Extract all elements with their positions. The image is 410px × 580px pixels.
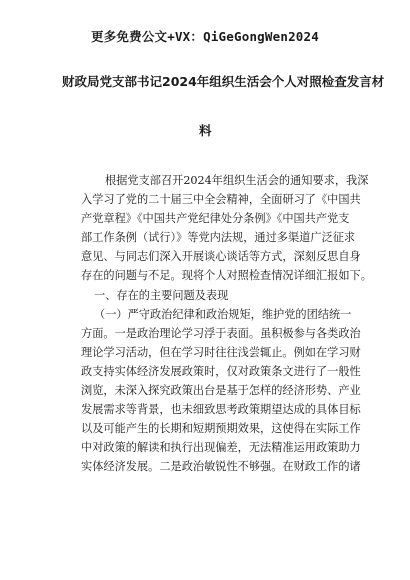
body-line: 以及可能产生的长期和短期预期效果，这使得在实际工作 <box>81 422 361 436</box>
body-line: 浏览，未深入探究政策出台是基于怎样的经济形势、产业 <box>81 384 361 398</box>
body-line: 根据党支部召开2024年组织生活会的通知要求，我深 <box>105 174 369 187</box>
body-line: 政支持实体经济发展政策时，仅对政策条文进行了一般性 <box>81 364 361 378</box>
body-line: 发展需求等背景，也未细致思考政策期望达成的具体目标 <box>81 403 361 417</box>
body-line: 入学习了党的二十届三中全会精神，全面研习了《中国共 <box>81 193 361 207</box>
watermark-header: 更多免费公文+VX：QiGeGongWen2024 <box>91 29 319 44</box>
section-heading: 一、存在的主要问题及表现 <box>94 288 229 302</box>
body-line: 理论学习活动，但在学习时往往浅尝辄止。例如在学习财 <box>81 345 361 359</box>
document-body <box>81 171 372 477</box>
body-line: 部工作条例（试行）》等党内法规，通过多渠道广泛征求 <box>81 231 356 245</box>
body-line: 实体经济发展。二是政治敏锐性不够强。在财政工作的诸 <box>81 460 361 474</box>
body-line: 意见、与同志们深入开展谈心谈话等方式，深刻反思自身 <box>81 250 361 264</box>
body-line: 方面。一是政治理论学习浮于表面。虽积极参与各类政治 <box>81 326 361 340</box>
body-line: 产党章程》《中国共产党纪律处分条例》《中国共产党支 <box>81 212 350 226</box>
document-title-line-2: 料 <box>199 123 212 138</box>
body-line: 中对政策的解读和执行出现偏差，无法精准运用政策助力 <box>81 441 361 455</box>
document-title-line-1: 财政局党支部书记2024年组织生活会个人对照检查发言材 <box>62 74 385 89</box>
body-line: 存在的问题与不足。现将个人对照检查情况详细汇报如下。 <box>81 269 372 283</box>
subsection-heading: （一）严守政治纪律和政治规矩，维护党的团结统一 <box>94 307 352 321</box>
